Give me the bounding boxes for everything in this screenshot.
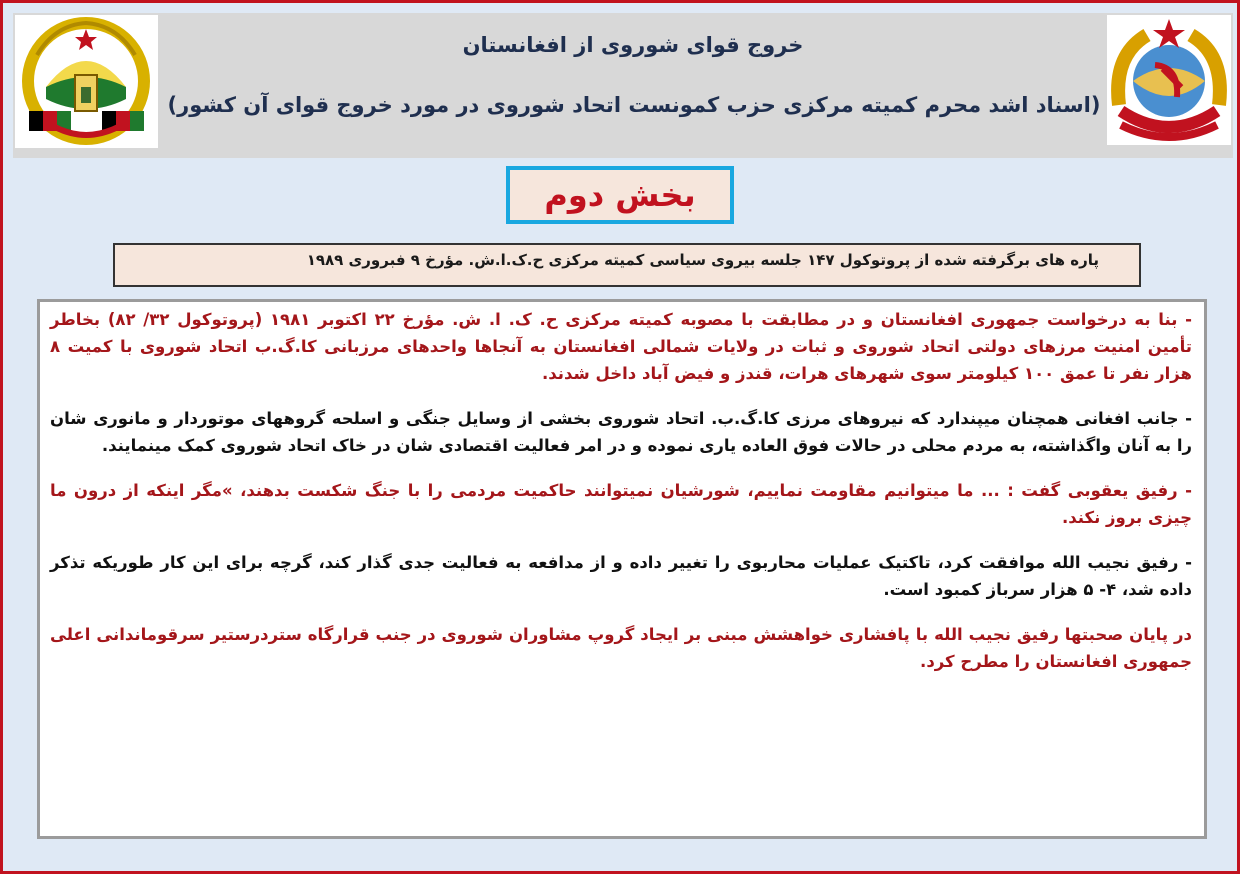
header-bar xyxy=(13,13,1233,158)
document-body xyxy=(37,299,1207,839)
paragraph: - رفیق نجیب الله موافقت کرد، تاکتیک عملیات محاربوی را تغییر داده و از مدافعه به فعالیت جدی گذار کند، گرچه برای این کار طوریکه تذکر داده شد، ۴- ۵ هزار سرباز کمبود است. xyxy=(50,553,1192,599)
paragraph: - رفیق یعقوبی گفت : ... ما میتوانیم مقاومت نماییم، شورشیان نمیتوانند حاکمیت مردمی را با جنگ شکست بدهند، »مگر اینکه از درون ما چیزی بروز نکند. xyxy=(50,481,1192,527)
page-title: خروج قوای شوروی از افغانستان xyxy=(462,33,804,57)
paragraph: - بنا به درخواست جمهوری افغانستان و در مطابقت با مصوبه کمیته مرکزی ح. ک. ا. ش. مؤرخ ۲۲ اکتوبر ۱۹۸۱ (پروتوکول ۳۲/ ۸۲) بخاطر تأمین امنیت مرزهای دولتی اتحاد شوروی و ثبات در ولایات شمالی افغانستان به آنجاها واحدهای مرزبانی کا.گ.ب اتحاد شوروی با کمیت ۸ هزار نفر تا عمق ۱۰۰ کیلومتر سوی شهرهای هرات، قندز و فیض آباد داخل شدند. xyxy=(50,310,1192,383)
paragraph: - جانب افغانی همچنان میپندارد که نیروهای مرزی کا.گ.ب. اتحاد شوروی بخشی از وسایل جنگی و اسلحه گروههای موتوردار و مانوری شان را به آنان واگذاشته، به مردم محلی در حالات فوق العاده یاری نموده و در امر فعالیت اقتصادی شان در خاک اتحاد شوروی کمک مینمایند. xyxy=(50,409,1192,455)
section-label: بخش دوم xyxy=(506,166,734,224)
paragraph: در پایان صحبتها رفیق نجیب الله با پافشاری خواهشش مبنی بر ایجاد گروپ مشاوران شوروی در جنب قرارگاه ستردرستیر سرقوماندانی اعلی جمهوری افغانستان را مطرح کرد. xyxy=(50,625,1192,671)
page-subtitle: (اسناد اشد محرم کمیته مرکزی حزب کمونست اتحاد شوروی در مورد خروج قوای آن کشور) xyxy=(167,93,1101,117)
source-note: پاره های برگرفته شده از پروتوکول ۱۴۷ جلسه بیروی سیاسی کمیته مرکزی ح.ک.ا.ش. مؤرخ ۹ فبروری ۱۹۸۹ xyxy=(113,243,1141,287)
afghanistan-emblem xyxy=(15,15,158,148)
soviet-emblem xyxy=(1107,15,1231,145)
